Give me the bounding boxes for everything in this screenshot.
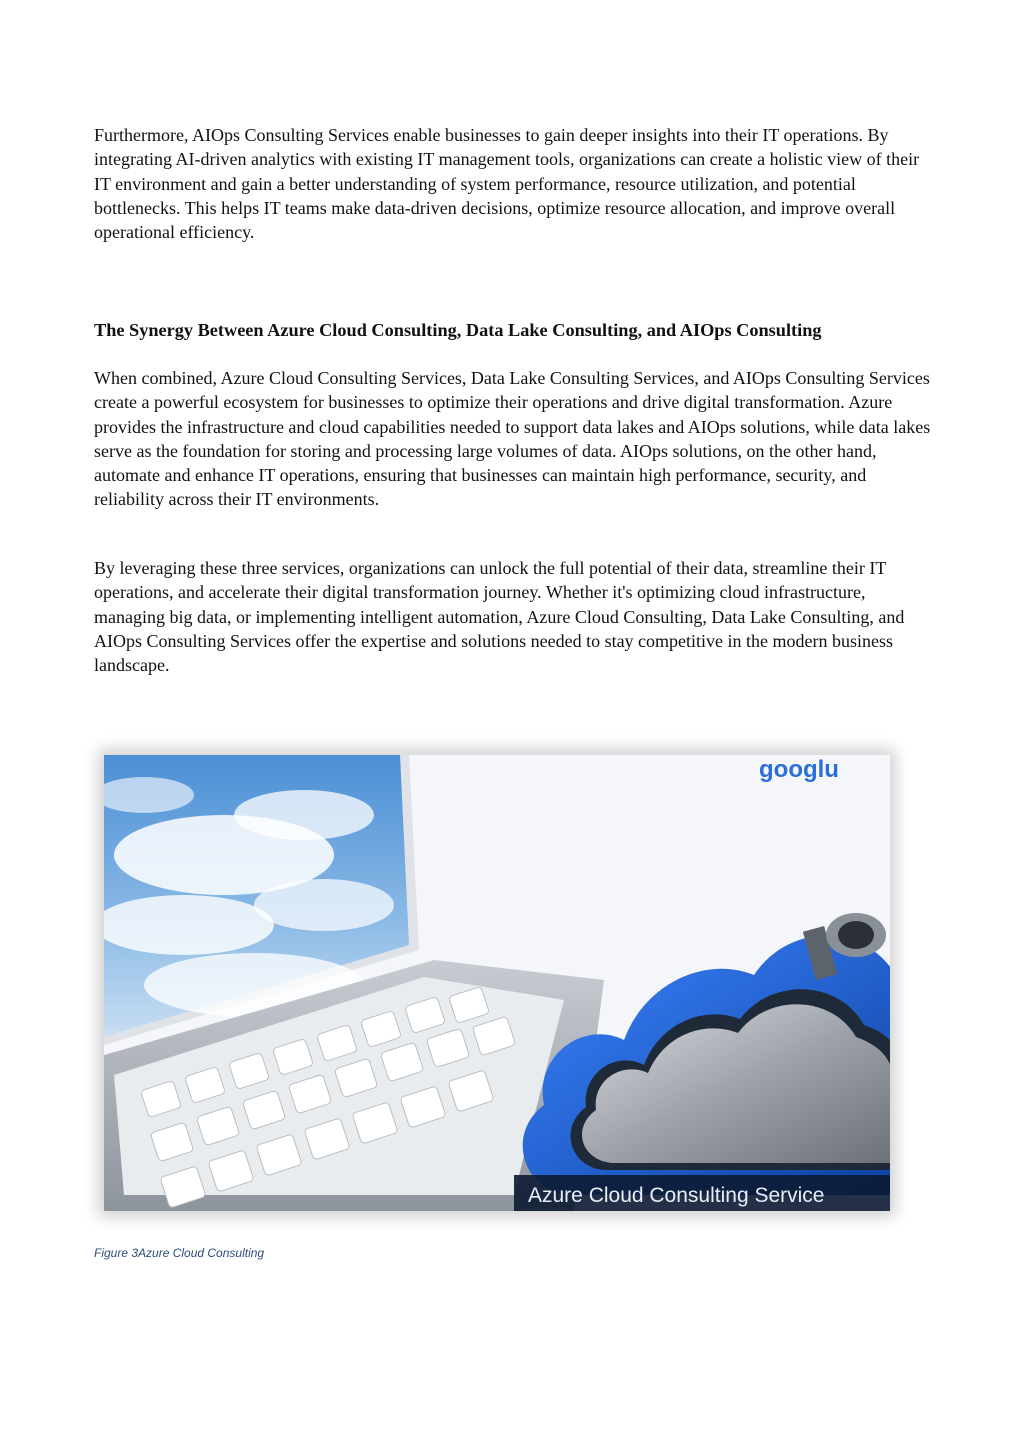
paragraph-aiops-insights: Furthermore, AIOps Consulting Services enable businesses to gain deeper insights into their IT operations. By integrating AI-driven analytics with existing IT management tools, organizations can create a holistic view of their IT environment and gain a better understanding of system performance, resource utilization, and potential bottlenecks. This helps IT teams make data-driven decisions, optimize resource allocation, and improve overall operational efficiency.	[94, 125, 920, 243]
banner	[514, 1175, 890, 1211]
figure-azure-cloud-image	[104, 755, 890, 1211]
section-heading: The Synergy Between Azure Cloud Consulting, Data Lake Consulting, and AIOps Consulting	[94, 320, 822, 340]
paragraph-leveraging: By leveraging these three services, organizations can unlock the full potential of their data, streamline their IT operations, and accelerate their digital transformation journey. Whether it's optimizing cloud infrastructure, managing big data, or implementing intelligent automation, Azure Cloud Consulting, Data Lake Consulting, and AIOps Consulting Services offer the expertise and solutions needed to stay competitive in the modern business landscape.	[94, 558, 905, 676]
figure-caption: Figure 3Azure Cloud Consulting	[94, 1246, 265, 1260]
banner-text: Azure Cloud Consulting Service	[528, 1184, 825, 1207]
paragraph-synergy: When combined, Azure Cloud Consulting Services, Data Lake Consulting Services, and AIOps Consulting Services create a powerful ecosystem for businesses to optimize their operations and drive digital transformation. Azure provides the infrastructure and cloud capabilities needed to support data lakes and AIOps solutions, while data lakes serve as the foundation for storing and processing large volumes of data. AIOps solutions, on the other hand, automate and enhance IT operations, ensuring that businesses can maintain high performance, security, and reliability across their IT environments.	[94, 368, 931, 510]
logo-text: googlu	[759, 756, 839, 783]
